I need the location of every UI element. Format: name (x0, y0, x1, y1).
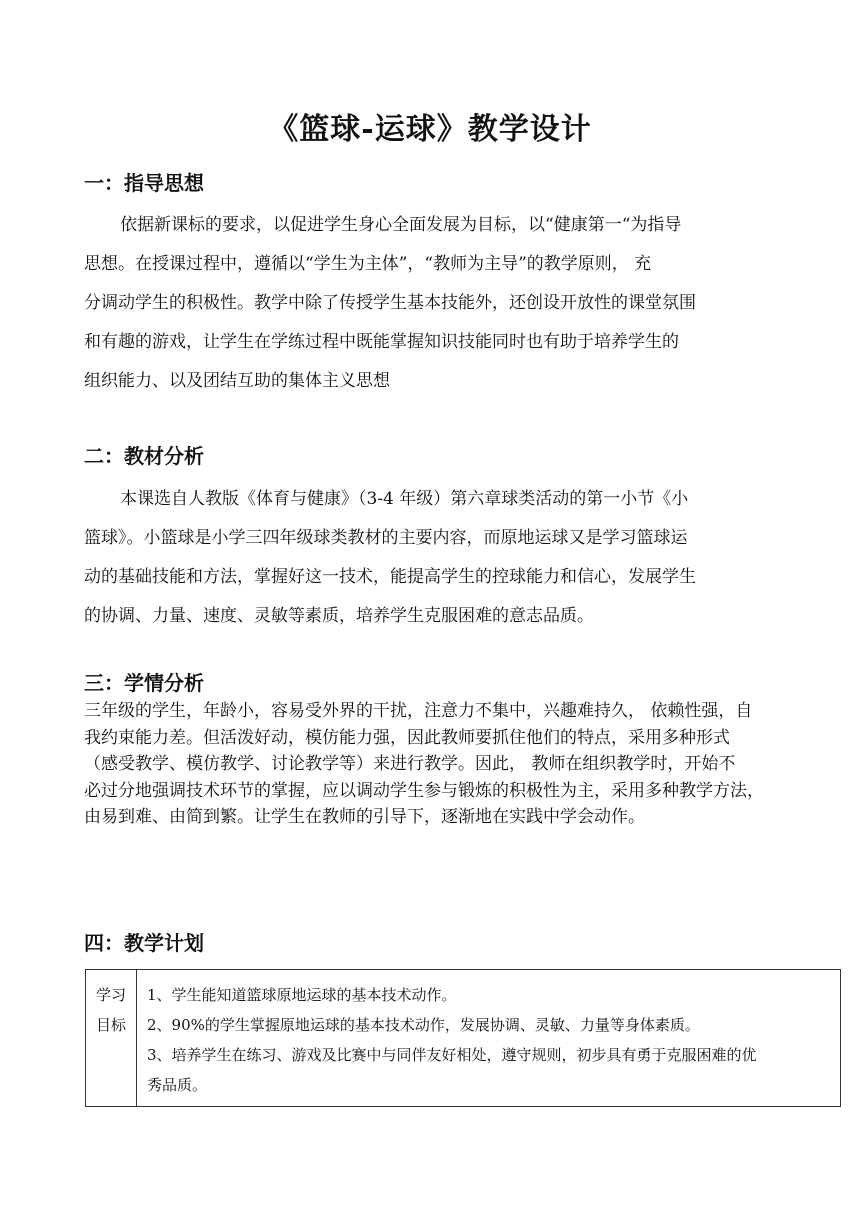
paragraph-line: 本课选自人教版《体育与健康》（3-4 年级）第六章球类活动的第一小节《小 (120, 489, 689, 509)
paragraph-line: （感受教学、模仿教学、讨论教学等）来进行教学。因此， 教师在组织教学时，开始不 (84, 754, 736, 774)
paragraph-line: 的协调、力量、速度、灵敏等素质，培养学生克服困难的意志品质。 (84, 606, 594, 626)
paragraph-line: 和有趣的游戏，让学生在学练过程中既能掌握知识技能同时也有助于培养学生的 (84, 332, 679, 352)
section-heading-material-analysis: 二：教材分析 (84, 444, 204, 468)
paragraph-line: 篮球》。小篮球是小学三四年级球类教材的主要内容，而原地运球又是学习篮球运 (84, 528, 688, 548)
paragraph-line: 思想。在授课过程中，遵循以“学生为主体”，“教师为主导”的教学原则， 充 (84, 254, 652, 274)
paragraph-line: 三年级的学生，年龄小，容易受外界的干扰，注意力不集中，兴趣难持久， 依赖性强，自 (84, 701, 753, 721)
paragraph-line: 组织能力、以及团结互助的集体主义思想 (84, 371, 390, 391)
paragraph-line: 必过分地强调技术环节的掌握，应以调动学生参与锻炼的积极性为主，采用多种教学方法， (84, 780, 764, 801)
section-heading-guiding-ideology: 一：指导思想 (84, 171, 204, 195)
goal-item: 3、培养学生在练习、游戏及比赛中与同伴友好相处，遵守规则，初步具有勇于克服困难的优 (147, 1046, 757, 1064)
goal-label-line: 目标 (95, 1016, 126, 1034)
document-title: 《篮球-运球》教学设计 (268, 112, 592, 147)
paragraph-line: 由易到难、由简到繁。让学生在教师的引导下，逐渐地在实践中学会动作。 (84, 807, 645, 827)
goal-item: 2、90%的学生掌握原地运球的基本技术动作，发展协调、灵敏、力量等身体素质。 (147, 1016, 700, 1034)
section-body-student-analysis (84, 698, 840, 831)
section-heading-teaching-plan: 四：教学计划 (84, 931, 204, 955)
paragraph-line: 分调动学生的积极性。教学中除了传授学生基本技能外，还创设开放性的课堂氛围 (84, 293, 696, 313)
paragraph-line: 动的基础技能和方法，掌握好这一技术，能提高学生的控球能力和信心，发展学生 (84, 567, 696, 587)
goal-content-cell (137, 970, 841, 1107)
goal-label-line: 学习 (95, 986, 126, 1004)
paragraph-line: 依据新课标的要求，以促进学生身心全面发展为目标，以“健康第一“为指导 (120, 215, 682, 235)
goal-item: 1、学生能知道篮球原地运球的基本技术动作。 (147, 986, 457, 1004)
section-heading-student-analysis: 三：学情分析 (84, 671, 204, 695)
table-row (86, 970, 841, 1107)
teaching-plan-table (85, 969, 841, 1107)
section-body-material-analysis (84, 480, 784, 636)
goal-item: 秀品质。 (147, 1076, 208, 1094)
goal-label-cell (86, 970, 137, 1107)
section-body-guiding-ideology (84, 206, 784, 401)
paragraph-line: 我约束能力差。但活泼好动，模仿能力强，因此教师要抓住他们的特点，采用多种形式 (84, 727, 730, 748)
